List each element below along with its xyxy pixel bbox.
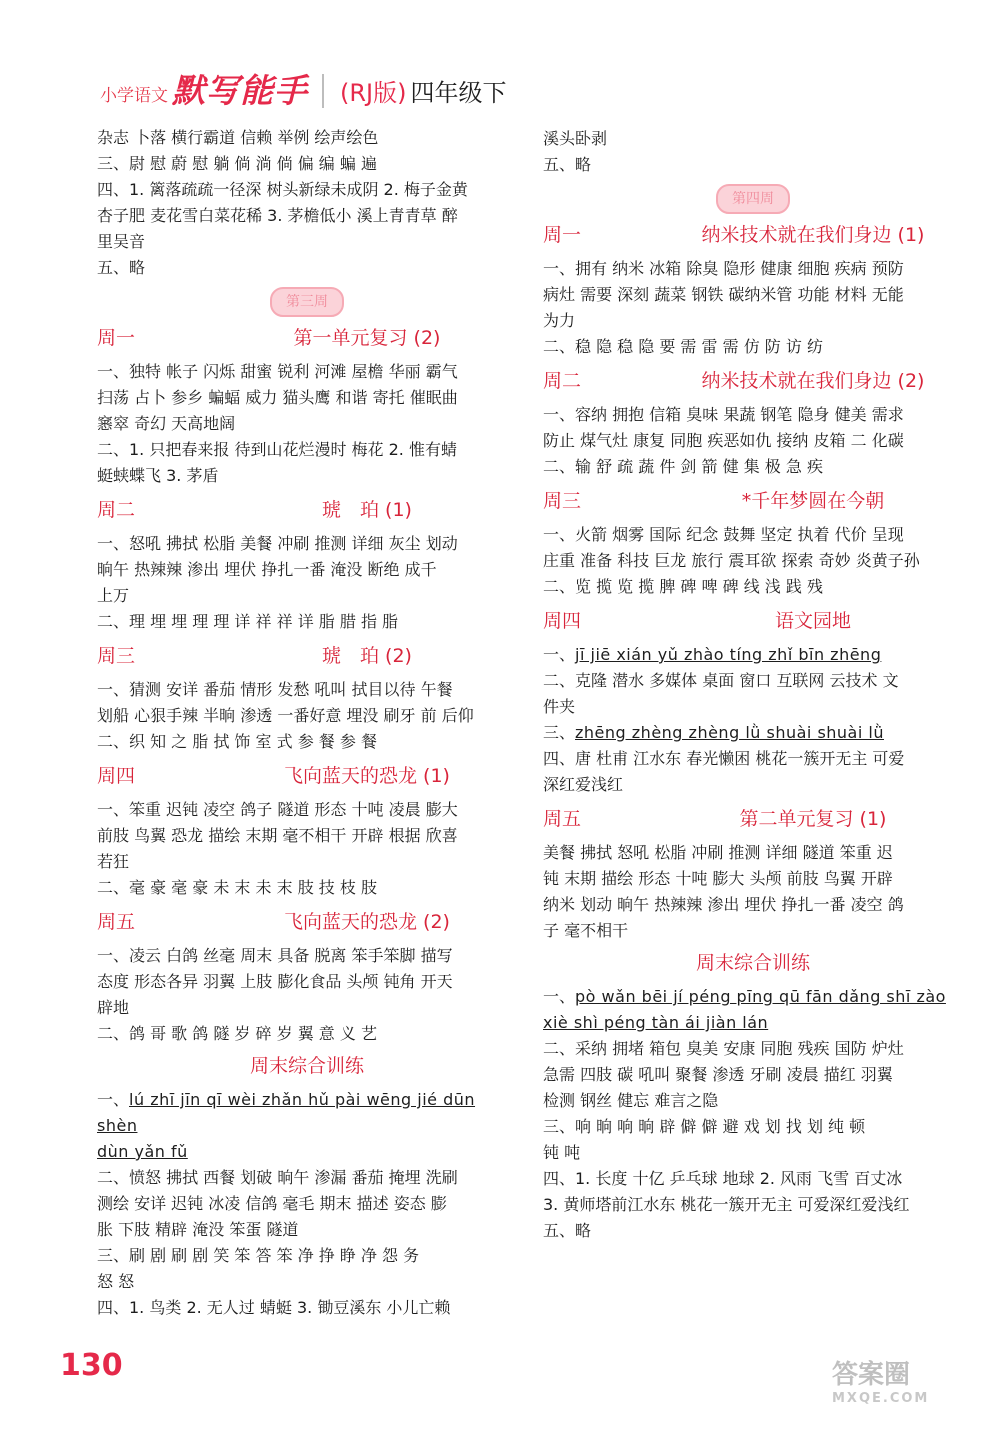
pinyin-line xyxy=(543,720,963,746)
text-line: 一、火箭 烟雾 国际 纪念 鼓舞 坚定 执着 代价 呈现 xyxy=(543,525,904,544)
pinyin-line xyxy=(543,984,963,1010)
pinyin-text: pò wǎn bēi jí péng pīng qū fān dǎng shī zào xyxy=(575,987,946,1006)
item-prefix: 一、 xyxy=(543,645,576,664)
lesson-title: *千年梦圆在今朝 xyxy=(741,490,885,512)
text-line: 若狂 xyxy=(97,852,130,871)
item-prefix: 一、 xyxy=(97,1090,130,1109)
lesson-heading xyxy=(97,643,517,669)
text-line: 溪头卧剥 xyxy=(543,129,608,148)
lesson-title: 纳米技术就在我们身边 (2) xyxy=(701,370,925,392)
week-badge: 第四周 xyxy=(716,184,790,214)
series-subtitle: 小学语文 xyxy=(100,86,168,106)
text-line: 一、怒吼 拂拭 松脂 美餐 冲刷 推测 详细 灰尘 划动 xyxy=(97,534,458,553)
lesson-heading xyxy=(543,488,963,514)
lesson-day: 周二 xyxy=(543,370,582,392)
page-header xyxy=(100,68,506,112)
text-line: 二、毫 豪 毫 豪 未 末 未 末 肢 技 枝 肢 xyxy=(97,878,377,897)
left-column xyxy=(97,125,517,1321)
grade-label: 四年级下 xyxy=(410,79,507,107)
text-line: 三、尉 慰 蔚 慰 躺 倘 淌 倘 偏 编 蝙 遍 xyxy=(97,154,377,173)
text-line: 扫荡 占卜 参乡 蝙蝠 威力 猫头鹰 和谐 寄托 催眠曲 xyxy=(97,388,458,407)
pinyin-text: jī jiē xián yǔ zhào tíng zhǐ bīn zhēng xyxy=(575,645,882,664)
text-line: 前肢 鸟翼 恐龙 描绘 末期 毫不相干 开辟 根据 欣喜 xyxy=(97,826,458,845)
text-line: 件夹 xyxy=(543,697,576,716)
lesson-title: 第二单元复习 (1) xyxy=(739,808,887,830)
lesson-day: 周四 xyxy=(543,610,582,632)
watermark-logo xyxy=(832,1354,929,1406)
lesson-title: 飞向蓝天的恐龙 (1) xyxy=(284,765,450,787)
lesson-heading xyxy=(543,806,963,832)
lesson-day: 周四 xyxy=(97,765,136,787)
pinyin-line xyxy=(97,1087,517,1139)
text-line: 纳米 划动 晌午 热辣辣 渗出 埋伏 挣扎一番 凌空 鸽 xyxy=(543,895,904,914)
right-column xyxy=(543,126,963,1244)
text-line: 检测 钢丝 健忘 难言之隐 xyxy=(543,1091,719,1110)
text-line: 二、稳 隐 稳 隐 要 需 雷 需 仿 防 访 纺 xyxy=(543,337,823,356)
lesson-title: 琥 珀 (2) xyxy=(322,645,412,667)
weekend-title: 周末综合训练 xyxy=(695,952,810,974)
text-line: 二、1. 只把春来报 待到山花烂漫时 梅花 2. 惟有蜻 xyxy=(97,440,457,459)
lesson-day: 周一 xyxy=(543,224,582,246)
lesson-heading xyxy=(97,763,517,789)
text-line: 二、愤怒 拂拭 西餐 划破 晌午 渗漏 番茄 掩埋 洗刷 xyxy=(97,1168,458,1187)
lesson-heading xyxy=(97,909,517,935)
weekend-title: 周末综合训练 xyxy=(249,1055,364,1077)
text-line: 急需 四肢 碳 吼叫 聚餐 渗透 牙刷 凌晨 描红 羽翼 xyxy=(543,1065,893,1084)
lesson-day: 周三 xyxy=(97,645,136,667)
pinyin-text: xiè shì péng tàn ái jiàn lán xyxy=(543,1013,769,1032)
book-title: 默写能手 xyxy=(172,71,308,110)
item-prefix: 三、 xyxy=(543,723,576,742)
lesson-day: 周一 xyxy=(97,327,136,349)
page-number: 130 xyxy=(60,1348,123,1383)
text-line: 二、采纳 拥堵 箱包 臭美 安康 同胞 残疾 国防 炉灶 xyxy=(543,1039,904,1058)
lesson-day: 周五 xyxy=(97,911,136,933)
lesson-heading xyxy=(97,497,517,523)
text-line: 病灶 需要 深刻 蔬菜 钢铁 碳纳米管 功能 材料 无能 xyxy=(543,285,904,304)
text-line: 二、输 舒 疏 蔬 件 剑 箭 健 集 极 急 疾 xyxy=(543,457,823,476)
text-line: 四、唐 杜甫 江水东 春光懒困 桃花一簇开无主 可爱 xyxy=(543,749,905,768)
text-line: 五、略 xyxy=(543,155,592,174)
text-line: 一、拥有 纳米 冰箱 除臭 隐形 健康 细胞 疾病 预防 xyxy=(543,259,904,278)
text-line: 防止 煤气灶 康复 同胞 疾恶如仇 接纳 皮箱 二 化碳 xyxy=(543,431,904,450)
lesson-title: 第一单元复习 (2) xyxy=(293,327,441,349)
lesson-title: 纳米技术就在我们身边 (1) xyxy=(701,224,925,246)
text-line: 3. 黄师塔前江水东 桃花一簇开无主 可爱深红爱浅红 xyxy=(543,1195,910,1214)
text-line: 态度 形态各异 羽翼 上肢 膨化食品 头颅 钝角 开天 xyxy=(97,972,453,991)
text-line: 为力 xyxy=(543,311,576,330)
text-line: 钝 吨 xyxy=(543,1143,581,1162)
pinyin-line xyxy=(543,1010,963,1036)
lesson-day: 周二 xyxy=(97,499,136,521)
text-line: 美餐 拂拭 怒吼 松脂 冲刷 推测 详细 隧道 笨重 迟 xyxy=(543,843,893,862)
text-line: 窸窣 奇幻 天高地阔 xyxy=(97,414,236,433)
watermark-text: 答案圈 xyxy=(832,1360,911,1390)
text-line: 一、容纳 拥抱 信箱 臭味 果蔬 钢笔 隐身 健美 需求 xyxy=(543,405,904,424)
text-line: 蜓蛱蝶飞 3. 茅盾 xyxy=(97,466,219,485)
text-line: 一、独特 帐子 闪烁 甜蜜 锐利 河滩 屋檐 华丽 霸气 xyxy=(97,362,458,381)
text-line: 四、1. 鸟类 2. 无人过 蜻蜓 3. 锄豆溪东 小儿亡赖 xyxy=(97,1298,451,1317)
lesson-heading xyxy=(543,222,963,248)
pinyin-text: dùn yǎn fǔ xyxy=(97,1142,188,1161)
text-line: 一、笨重 迟钝 凌空 鸽子 隧道 形态 十吨 凌晨 膨大 xyxy=(97,800,458,819)
week-badge: 第三周 xyxy=(270,287,344,317)
text-line: 辟地 xyxy=(97,998,130,1017)
text-line: 二、克隆 潜水 多媒体 桌面 窗口 互联网 云技术 文 xyxy=(543,671,899,690)
text-line: 测绘 安详 迟钝 冰凌 信鸽 毫毛 期末 描述 姿态 膨 xyxy=(97,1194,447,1213)
text-line: 二、览 揽 览 揽 脾 碑 啤 碑 线 浅 践 残 xyxy=(543,577,823,596)
text-line: 里吴音 xyxy=(97,232,146,251)
watermark-url: MXQE.COM xyxy=(832,1391,930,1406)
text-line: 深红爱浅红 xyxy=(543,775,624,794)
text-line: 胀 下肢 精辟 淹没 笨蛋 隧道 xyxy=(97,1220,299,1239)
pinyin-line xyxy=(543,642,963,668)
text-line: 庄重 准备 科技 巨龙 旅行 震耳欲 探索 奇妙 炎黄子孙 xyxy=(543,551,920,570)
lesson-title: 飞向蓝天的恐龙 (2) xyxy=(284,911,450,933)
text-line: 上万 xyxy=(97,586,130,605)
text-line: 四、1. 篱落疏疏一径深 树头新绿未成阴 2. 梅子金黄 xyxy=(97,180,468,199)
text-line: 二、理 埋 埋 理 理 详 祥 祥 详 脂 腊 指 脂 xyxy=(97,612,399,631)
lesson-title: 琥 珀 (1) xyxy=(322,499,412,521)
text-line: 一、猜测 安详 番茄 情形 发愁 吼叫 拭目以待 午餐 xyxy=(97,680,453,699)
text-line: 杂志 卜落 横行霸道 信赖 举例 绘声绘色 xyxy=(97,128,379,147)
text-line: 子 毫不相干 xyxy=(543,921,629,940)
lesson-heading xyxy=(543,368,963,394)
text-line: 三、刷 剧 刷 剧 笑 笨 答 笨 净 挣 睁 净 怨 务 xyxy=(97,1246,420,1265)
pinyin-text: lú zhī jīn qī wèi zhǎn hǔ pài wēng jié dūn shèn xyxy=(97,1090,476,1135)
header-divider xyxy=(322,74,324,108)
lesson-day: 周五 xyxy=(543,808,582,830)
lesson-heading xyxy=(97,325,517,351)
lesson-heading xyxy=(543,608,963,634)
lesson-day: 周三 xyxy=(543,490,582,512)
text-line: 一、凌云 白鸽 丝毫 周末 具备 脱离 笨手笨脚 描写 xyxy=(97,946,453,965)
text-line: 五、略 xyxy=(97,258,146,277)
lesson-title: 语文园地 xyxy=(774,610,851,632)
text-line: 钝 末期 描绘 形态 十吨 膨大 头颅 前肢 鸟翼 开辟 xyxy=(543,869,893,888)
text-line: 三、响 晌 响 晌 辟 僻 僻 避 戏 划 找 划 纯 顿 xyxy=(543,1117,866,1136)
text-line: 怒 怒 xyxy=(97,1272,135,1291)
text-line: 二、鸽 哥 歌 鸽 隧 岁 碎 岁 翼 意 义 艺 xyxy=(97,1024,377,1043)
edition-label: (RJ版) xyxy=(340,79,407,107)
pinyin-text: zhēng zhèng zhèng lǜ shuài shuài lǜ xyxy=(575,723,884,742)
pinyin-line xyxy=(97,1139,517,1165)
text-line: 晌午 热辣辣 渗出 埋伏 挣扎一番 淹没 断绝 成千 xyxy=(97,560,437,579)
item-prefix: 一、 xyxy=(543,987,576,1006)
text-line: 五、略 xyxy=(543,1221,592,1240)
text-line: 二、织 知 之 脂 拭 饰 室 式 参 餐 参 餐 xyxy=(97,732,377,751)
text-line: 划船 心狠手辣 半晌 渗透 一番好意 埋没 刷牙 前 后仰 xyxy=(97,706,474,725)
text-line: 杏子肥 麦花雪白菜花稀 3. 茅檐低小 溪上青青草 醉 xyxy=(97,206,458,225)
text-line: 四、1. 长度 十亿 乒乓球 地球 2. 风雨 飞雪 百丈冰 xyxy=(543,1169,903,1188)
